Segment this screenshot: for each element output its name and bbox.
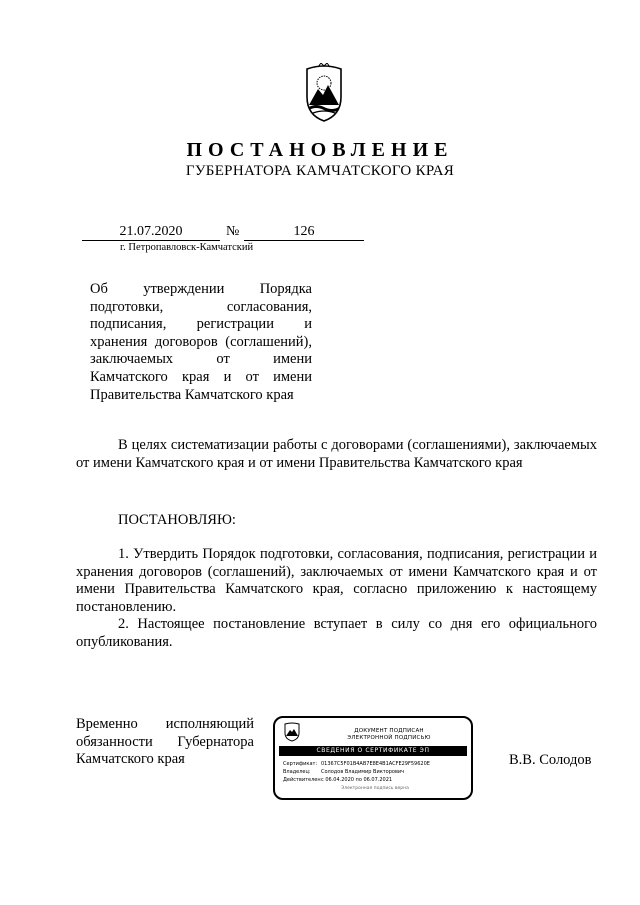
- stamp-row: [283, 776, 430, 784]
- signer-name: В.В. Солодов: [509, 752, 592, 768]
- signer-position-line: Камчатского края: [76, 751, 185, 768]
- decree-items: [76, 546, 597, 652]
- subject-line: хранения договоров (соглашений),: [90, 333, 312, 350]
- subject-block: [90, 281, 312, 404]
- stamp-heading: [315, 728, 463, 742]
- document-date: 21.07.2020: [119, 224, 183, 239]
- stamp-heading-line: ЭЛЕКТРОННОЙ ПОДПИСЬЮ: [347, 735, 431, 741]
- subject-line: заключаемых от имени: [90, 351, 312, 368]
- preamble-text: В целях систематизации работы с договорами (соглашениями), заключаемых от имени Камчатского края и от имени Правительства Камчатского края: [76, 437, 597, 471]
- number-sign: №: [226, 224, 240, 239]
- decree-word: [76, 512, 597, 530]
- stamp-heading-line: ДОКУМЕНТ ПОДПИСАН: [354, 728, 424, 734]
- preamble-paragraph: [76, 437, 597, 472]
- subject-line: Об утверждении Порядка: [90, 281, 312, 297]
- decree-item-2: 2. Настоящее постановление вступает в силу со дня его официального опубликования.: [76, 616, 597, 650]
- subject-line: Камчатского края и от имени: [90, 368, 312, 385]
- electronic-signature-stamp: [273, 716, 473, 800]
- coat-of-arms-emblem: [301, 63, 347, 123]
- signer-position-line: Временно исполняющий: [76, 716, 254, 732]
- stamp-row: [283, 768, 430, 776]
- signer-position: [76, 716, 254, 769]
- subject-line: подписания, регистрации и: [90, 316, 312, 333]
- stamp-row-key: Владелец:: [283, 769, 311, 775]
- document-number: 126: [293, 224, 315, 239]
- subject-line: Правительства Камчатского края: [90, 386, 294, 403]
- document-subtitle: ГУБЕРНАТОРА КАМЧАТСКОГО КРАЯ: [185, 163, 455, 179]
- stamp-certificate-bar: СВЕДЕНИЯ О СЕРТИФИКАТЕ ЭП: [279, 746, 467, 756]
- document-title: ПОСТАНОВЛЕНИЕ: [186, 139, 454, 161]
- signer-position-line: обязанности Губернатора: [76, 733, 254, 750]
- decree-item-1: 1. Утвердить Порядок подготовки, согласования, подписания, регистрации и хранения договоров (соглашений), заключаемых от имени Камчатского края и от имени Правительства Камчатского края, согласно приложению к настоящему постановлению.: [76, 546, 597, 615]
- stamp-footer: Электронная подпись верна: [341, 786, 409, 791]
- stamp-row-key: Действителен: [283, 777, 321, 783]
- stamp-row-value: с 06.04.2020 по 06.07.2021: [321, 777, 393, 783]
- decree-text: ПОСТАНОВЛЯЮ:: [118, 512, 236, 528]
- city-caption: г. Петропавловск-Камчатский: [120, 242, 254, 253]
- stamp-row-key: Сертификат:: [283, 761, 318, 767]
- stamp-row: [283, 760, 430, 768]
- stamp-row-value: 01367C5F01B4AB7E8E4B1ACFE29F59620E: [321, 761, 430, 767]
- stamp-emblem-icon: [283, 722, 301, 742]
- stamp-row-value: Солодов Владимир Викторович: [321, 769, 405, 775]
- stamp-details: [283, 760, 430, 784]
- subject-line: подготовки, согласования,: [90, 298, 312, 315]
- date-underline: [82, 240, 220, 241]
- number-underline: [244, 240, 364, 241]
